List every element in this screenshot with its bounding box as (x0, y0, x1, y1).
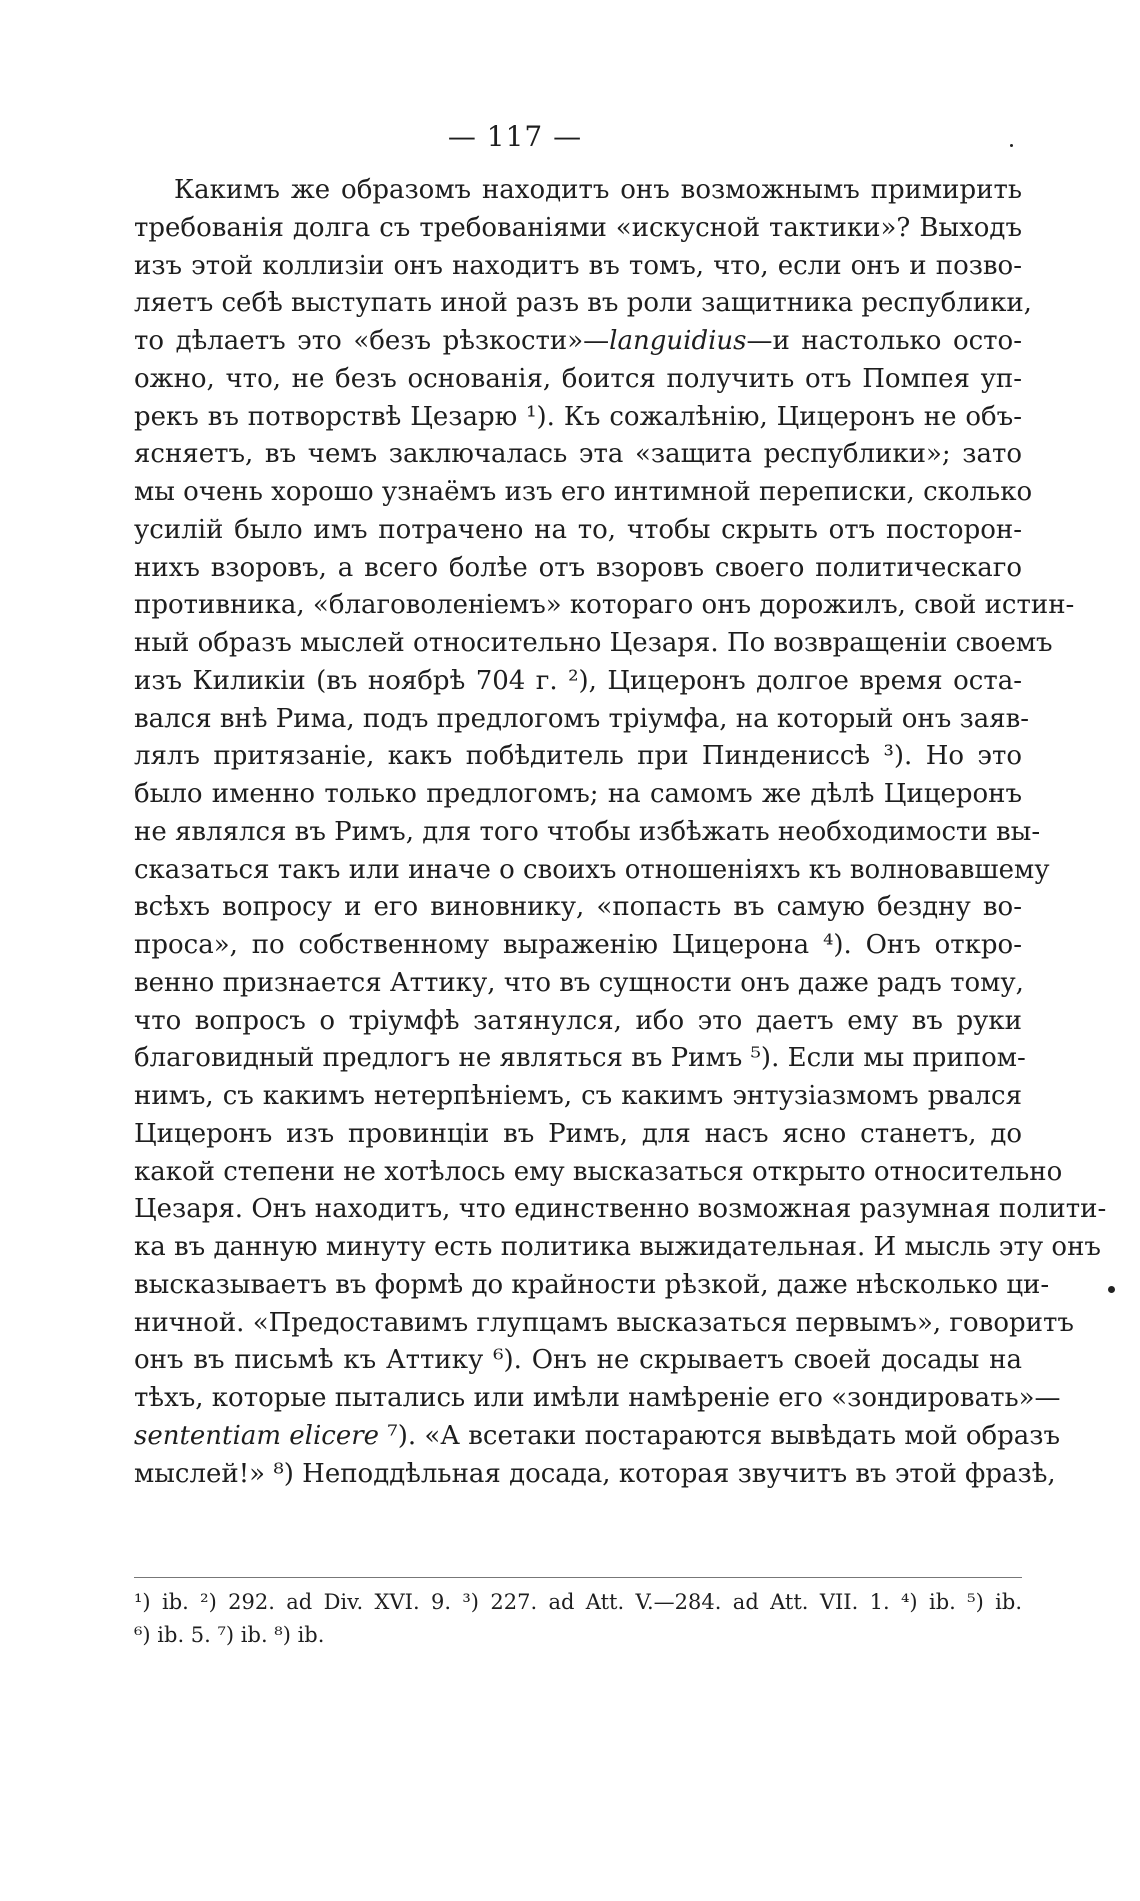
text-line-3: изъ этой коллизіи онъ находитъ въ томъ, что, если онъ и позво- (134, 250, 1022, 281)
text-line-9: мы очень хорошо узнаёмъ изъ его интимной переписки, сколько (134, 477, 1033, 507)
text-line-26: Цицеронъ изъ провинціи въ Римъ, для насъ ясно станетъ, до (134, 1118, 1022, 1149)
text-line-2: требованія долга съ требованіями «искусной тактики»? Выходъ (134, 212, 1022, 243)
footnote-line-2: ⁶) ib. 5. ⁷) ib. ⁸) ib. (134, 1623, 325, 1647)
text-line-12: противника, «благоволеніемъ» котораго онъ дорожилъ, свой истин- (134, 590, 1075, 621)
text-line-17: было именно только предлогомъ; на самомъ же дѣлѣ Цицеронъ (134, 779, 1022, 809)
text-line-24: благовидный предлогъ не являться въ Римъ ⁵). Если мы припом- (134, 1043, 1026, 1074)
text-line-27: какой степени не хотѣлось ему высказаться открыто относительно (134, 1156, 1063, 1187)
body-text (134, 172, 1107, 1493)
text-line-25: нимъ, съ какимъ нетерпѣніемъ, съ какимъ энтузіазмомъ рвался (134, 1081, 1022, 1111)
text-line-32: онъ въ письмѣ къ Аттику ⁶). Онъ не скрываетъ своей досады на (134, 1345, 1022, 1376)
text-line-14: изъ Киликіи (въ ноябрѣ 704 г. ²), Цицеронъ долгое время оста- (134, 665, 1022, 696)
text-line-20: всѣхъ вопросу и его виновнику, «попасть въ самую бездну во- (134, 892, 1022, 923)
latin-term-sententiam: sententiam elicere (134, 1420, 380, 1451)
text-line-10: усилій было имъ потрачено на то, чтобы скрыть отъ посторон- (134, 514, 1022, 545)
text-line-31: ничной. «Предоставимъ глупцамъ высказаться первымъ», говоритъ (134, 1307, 1074, 1338)
text-line-6: ожно, что, не безъ основанія, боится получить отъ Помпея уп- (134, 363, 1022, 394)
text-line-35: мыслей!» ⁸) Неподдѣльная досада, которая звучитъ въ этой фразѣ, (134, 1458, 1056, 1489)
text-line-15: вался внѣ Рима, подъ предлогомъ тріумфа, на который онъ заяв- (134, 703, 1030, 734)
text-line-23: что вопросъ о тріумфѣ затянулся, ибо это даетъ ему въ руки (134, 1005, 1022, 1036)
text-line-5-start: то дѣлаетъ это «безъ рѣзкости»— (134, 326, 610, 356)
text-line-34 (134, 1418, 1060, 1456)
text-line-4: ляетъ себѣ выступать иной разъ въ роли защитника республики, (134, 288, 1032, 319)
text-line-16: лялъ притязаніе, какъ побѣдитель при Пиндениссѣ ³). Но это (134, 741, 1022, 772)
text-line-19: сказаться такъ или иначе о своихъ отношеніяхъ къ волновавшему (134, 854, 1050, 885)
footnotes (134, 1586, 1022, 1652)
text-line-21: проса», по собственному выраженію Цицерона ⁴). Онъ откро- (134, 930, 1022, 960)
text-line-22: венно признается Аттику, что въ сущности онъ даже радъ тому, (134, 967, 1024, 998)
text-line-29: ка въ данную минуту есть политика выжидательная. И мысль эту онъ (134, 1232, 1101, 1262)
text-line-18: не являлся въ Римъ, для того чтобы избѣжать необходимости вы- (134, 816, 1041, 847)
latin-term-languidius: languidius (609, 326, 747, 356)
footnote-line-1: ¹) ib. ²) 292. ad Div. XVI. 9. ³) 227. ad Att. V.—284. ad Att. VII. 1. ⁴) ib. ⁵) ib. (134, 1590, 1022, 1614)
text-line-33: тѣхъ, которые пытались или имѣли намѣреніе его «зондировать»— (134, 1383, 1061, 1413)
text-line-5-end: —и настолько осто- (746, 326, 1022, 356)
text-line-7: рекъ въ потворствѣ Цезарю ¹). Къ сожалѣнію, Цицеронъ не объ- (134, 401, 1022, 432)
text-line-30: высказываетъ въ формѣ до крайности рѣзкой, даже нѣсколько ци- (134, 1269, 1050, 1300)
text-line-34-end: ⁷). «А всетаки постараются вывѣдать мой образъ (379, 1420, 1060, 1451)
text-line-28: Цезаря. Онъ находитъ, что единственно возможная разумная полити- (134, 1194, 1107, 1225)
footnote-separator (134, 1577, 1022, 1578)
print-speck-top (1010, 144, 1013, 147)
text-line-13: ный образъ мыслей относительно Цезаря. По возвращеніи своемъ (134, 628, 1053, 658)
text-line-8: ясняетъ, въ чемъ заключалась эта «защита республики»; зато (134, 439, 1022, 470)
text-line-11: нихъ взоровъ, а всего болѣе отъ взоровъ своего политическаго (134, 552, 1022, 583)
text-line-5 (134, 323, 1022, 361)
text-line-1: Какимъ же образомъ находитъ онъ возможнымъ примирить (174, 175, 1022, 205)
print-speck-margin (1108, 1286, 1115, 1293)
page-number: — 117 — (447, 120, 583, 153)
